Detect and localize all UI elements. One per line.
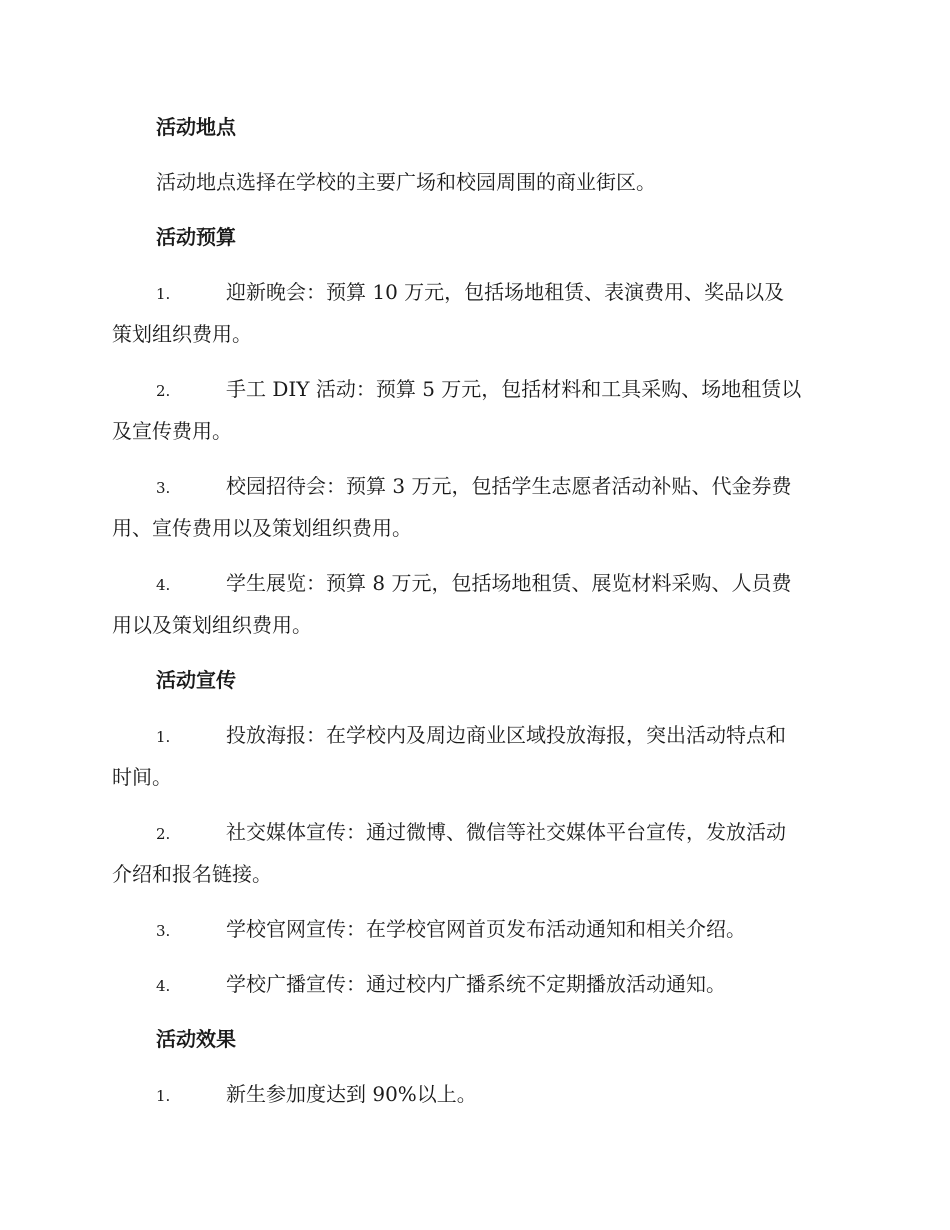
- list-item-number: 3.: [156, 922, 171, 940]
- promotion-list-item-4: [112, 970, 837, 1012]
- list-item-text: 学生展览：预算 8 万元，包括场地租赁、展览材料采购、人员费: [226, 571, 792, 595]
- list-item-text: 校园招待会：预算 3 万元，包括学生志愿者活动补贴、代金券费: [226, 474, 792, 498]
- section-paragraph-location: 活动地点选择在学校的主要广场和校园周围的商业街区。: [156, 170, 656, 194]
- list-item-text-continued: 用以及策划组织费用。: [112, 613, 312, 637]
- section-heading-location: 活动地点: [156, 115, 236, 139]
- list-item-number: 2.: [156, 825, 171, 843]
- section-heading-promotion: 活动宣传: [156, 668, 236, 692]
- list-item-text: 手工 DIY 活动：预算 5 万元，包括材料和工具采购、场地租赁以: [226, 377, 802, 401]
- list-item-text-continued: 时间。: [112, 765, 172, 789]
- list-item-number: 3.: [156, 479, 171, 497]
- list-item-number: 1.: [156, 285, 171, 303]
- effect-list-item-1: [112, 1080, 837, 1122]
- list-item-text: 社交媒体宣传：通过微博、微信等社交媒体平台宣传，发放活动: [226, 820, 786, 844]
- list-item-text: 新生参加度达到 90%以上。: [226, 1082, 477, 1106]
- list-item-number: 1.: [156, 1087, 171, 1105]
- budget-list-item-3: [112, 472, 837, 556]
- budget-list-item-2: [112, 375, 837, 459]
- budget-list-item-1: [112, 278, 837, 362]
- section-heading-budget: 活动预算: [156, 225, 236, 249]
- list-item-text: 迎新晚会：预算 10 万元，包括场地租赁、表演费用、奖品以及: [226, 280, 785, 304]
- list-item-text-continued: 介绍和报名链接。: [112, 862, 272, 886]
- list-item-number: 1.: [156, 728, 171, 746]
- section-heading-effect: 活动效果: [156, 1027, 236, 1051]
- list-item-number: 4.: [156, 977, 171, 995]
- promotion-list-item-1: [112, 721, 837, 805]
- list-item-text-continued: 用、宣传费用以及策划组织费用。: [112, 516, 412, 540]
- promotion-list-item-2: [112, 818, 837, 902]
- budget-list-item-4: [112, 569, 837, 653]
- list-item-text: 学校广播宣传：通过校内广播系统不定期播放活动通知。: [226, 972, 726, 996]
- list-item-number: 2.: [156, 382, 171, 400]
- promotion-list-item-3: [112, 915, 837, 957]
- list-item-text-continued: 及宣传费用。: [112, 419, 232, 443]
- list-item-text: 学校官网宣传：在学校官网首页发布活动通知和相关介绍。: [226, 917, 746, 941]
- list-item-number: 4.: [156, 576, 171, 594]
- list-item-text-continued: 策划组织费用。: [112, 322, 252, 346]
- list-item-text: 投放海报：在学校内及周边商业区域投放海报，突出活动特点和: [226, 723, 786, 747]
